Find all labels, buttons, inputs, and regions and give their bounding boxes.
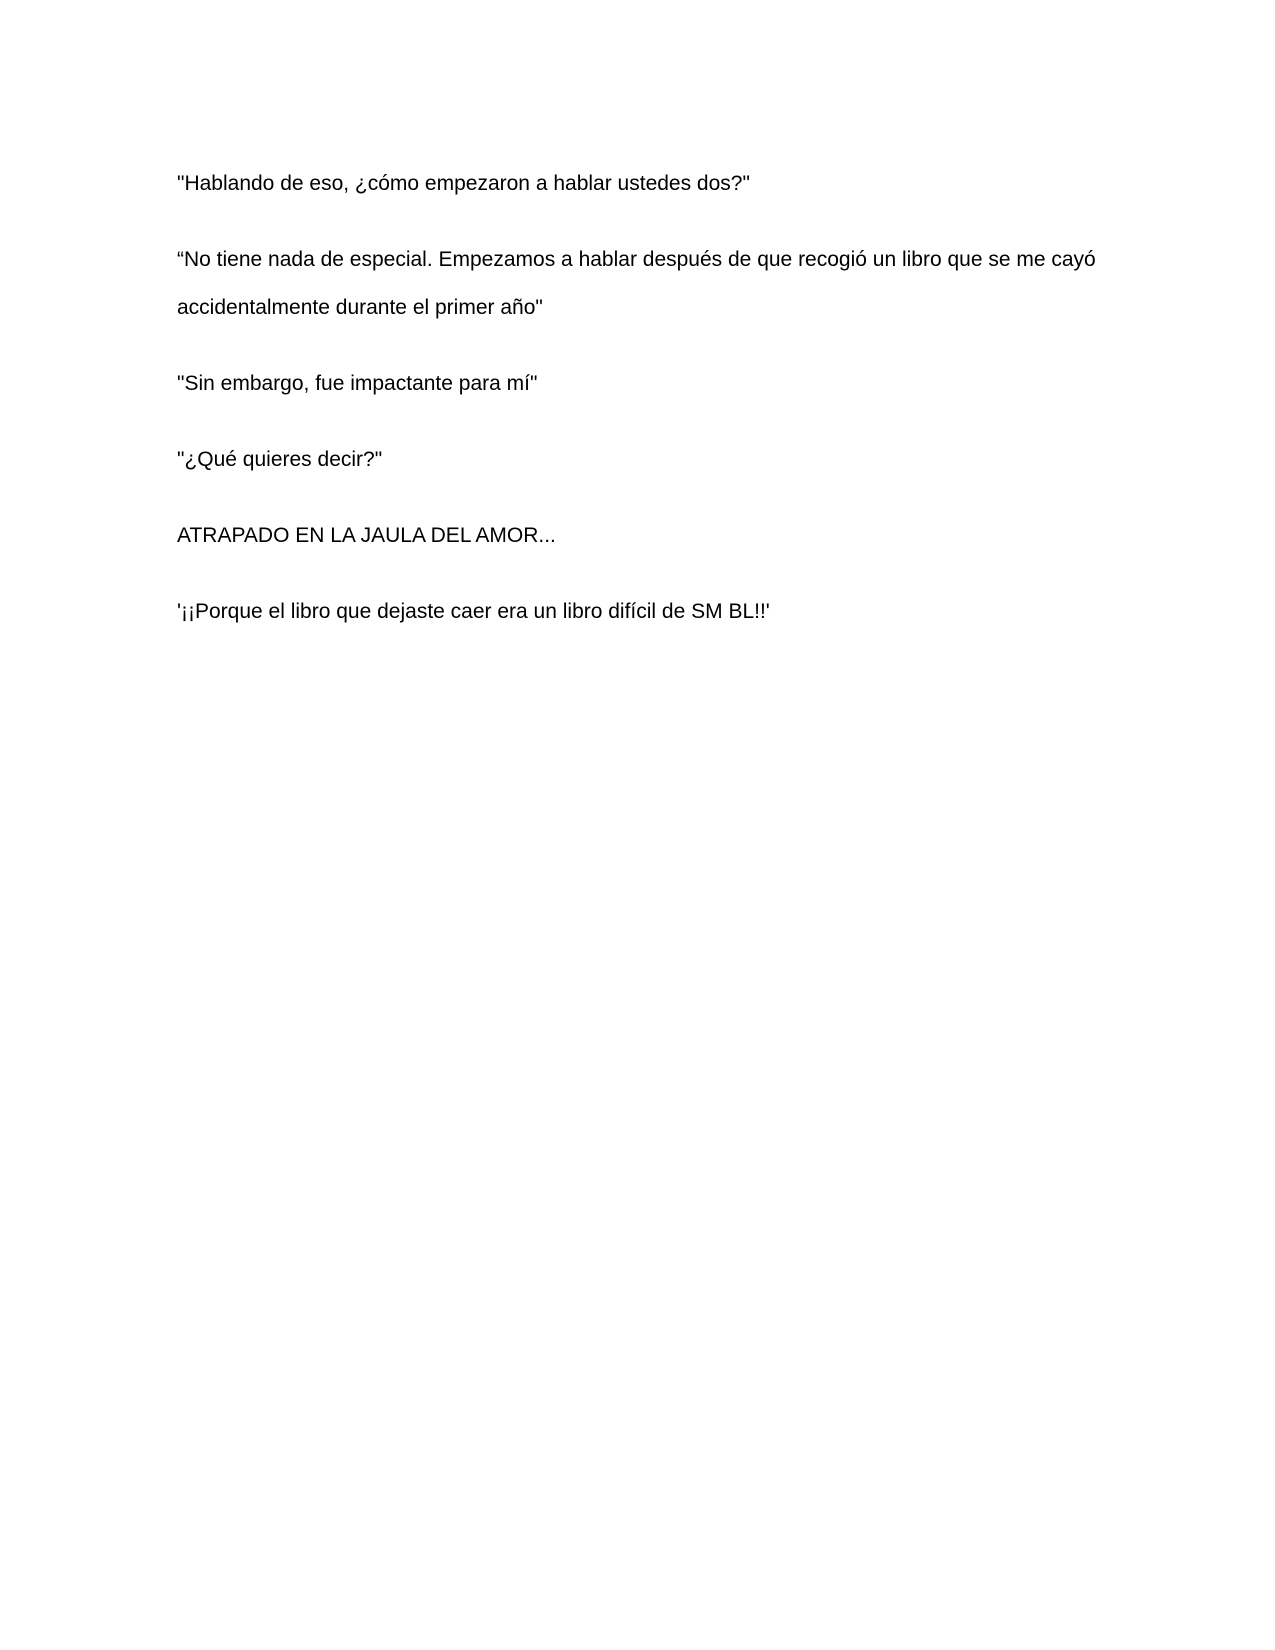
paragraph-dialogue-4: "¿Qué quieres decir?" (177, 448, 383, 471)
paragraph-dialogue-1: "Hablando de eso, ¿cómo empezaron a hablar ustedes dos?" (177, 172, 750, 195)
paragraph-dialogue-5: '¡¡Porque el libro que dejaste caer era un libro difícil de SM BL!!' (177, 600, 770, 623)
paragraph-heading: ATRAPADO EN LA JAULA DEL AMOR... (177, 524, 556, 547)
paragraph-dialogue-2: “No tiene nada de especial. Empezamos a hablar después de que recogió un libro que se me cayó accidentalmente durante el primer año" (177, 248, 1096, 319)
paragraph-dialogue-3: "Sin embargo, fue impactante para mí" (177, 372, 538, 395)
document-body (177, 160, 1107, 664)
